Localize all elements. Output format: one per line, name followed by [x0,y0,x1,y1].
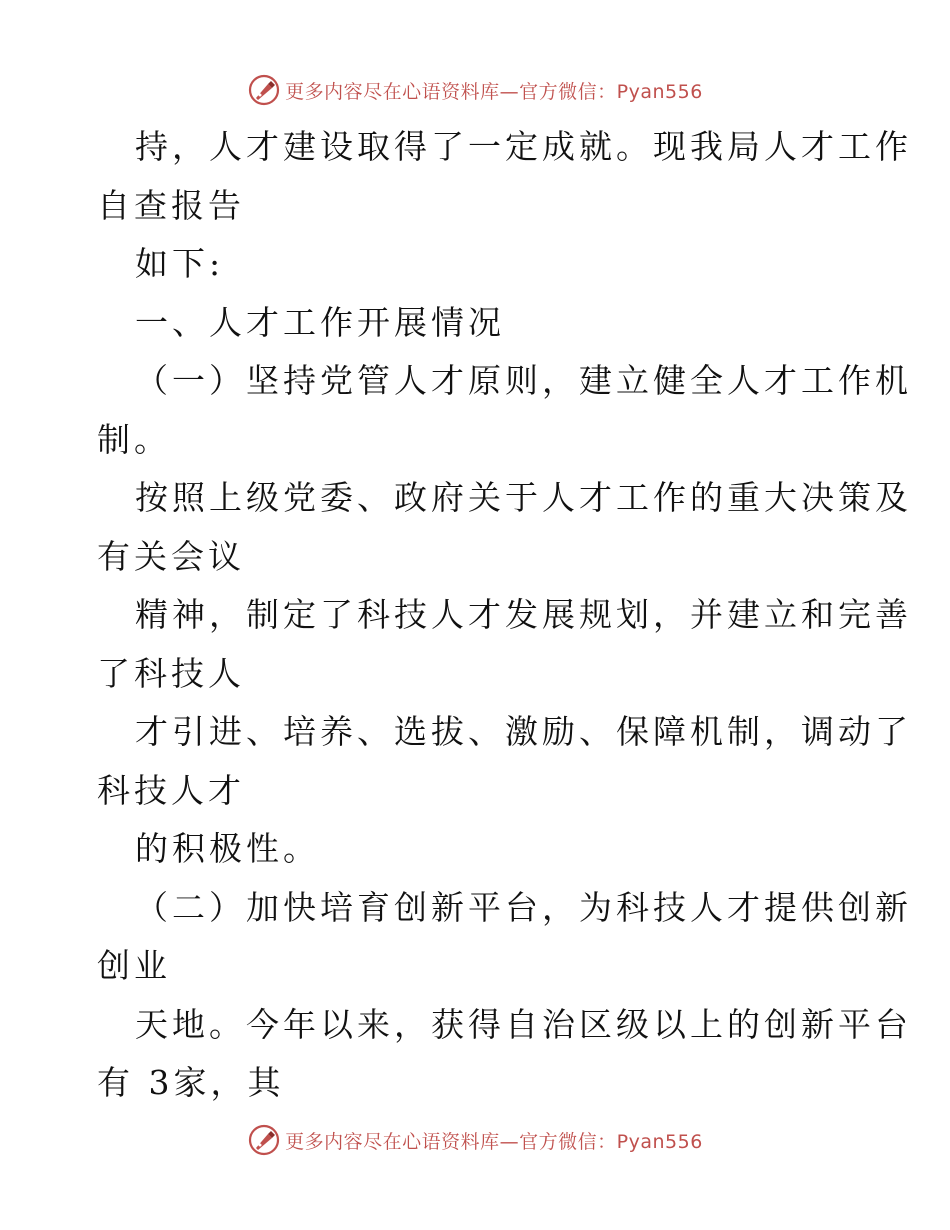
watermark-group [247,1123,703,1157]
paragraph-line: 创业 [97,946,171,985]
subsection-heading: （一）坚持党管人才原则，建立健全人才工作机 [135,361,912,400]
document-body [97,118,912,1113]
paragraph-line: 天地。今年以来，获得自治区级以上的创新平台 [135,1004,912,1044]
fountain-pen-logo-icon [247,73,281,107]
paragraph-line: 有 3家，其 [97,1063,285,1102]
paragraph-line: 科技人才 [97,770,245,810]
watermark-text: 更多内容尽在心语资料库—官方微信：Pyan556 [285,80,703,103]
fountain-pen-logo-icon [247,1123,281,1157]
paragraph-line: 了科技人 [97,653,245,693]
paragraph-line: 自查报告 [97,185,245,225]
paragraph-line: 持，人才建设取得了一定成就。现我局人才工作 [135,127,912,166]
footer-watermark [0,1120,950,1160]
header-watermark [0,70,950,110]
paragraph-line: 精神，制定了科技人才发展规划，并建立和完善 [135,595,912,634]
paragraph-line: 按照上级党委、政府关于人才工作的重大决策及 [135,478,912,517]
paragraph-line: 如下: [135,244,225,283]
watermark-group [247,73,703,107]
section-heading: 一、人才工作开展情况 [135,302,505,342]
watermark-text: 更多内容尽在心语资料库—官方微信：Pyan556 [285,1130,703,1153]
paragraph-line: 的积极性。 [135,829,320,868]
paragraph-line: 制。 [97,419,171,459]
subsection-heading: （二）加快培育创新平台，为科技人才提供创新 [135,887,912,927]
paragraph-line: 有关会议 [97,536,245,576]
paragraph-line: 才引进、培养、选拔、激励、保障机制，调动了 [135,712,912,751]
